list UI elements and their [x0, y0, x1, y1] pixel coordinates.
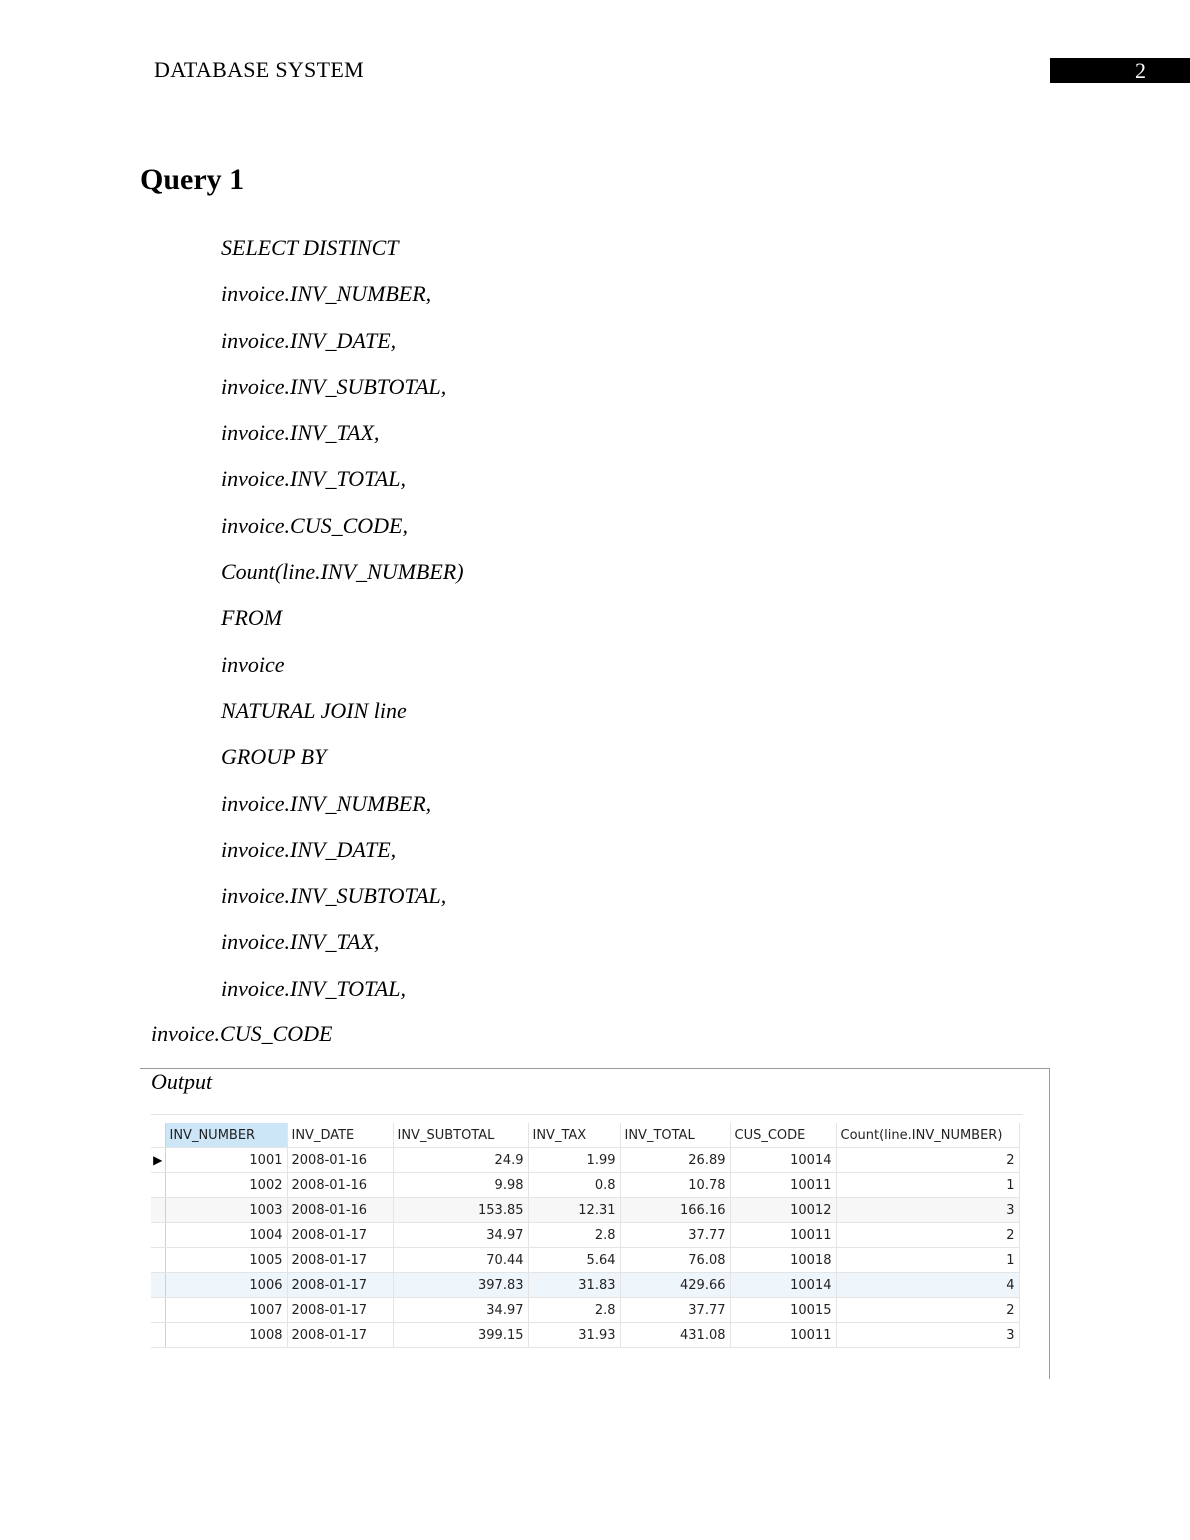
- sql-line: SELECT DISTINCT: [221, 235, 399, 260]
- table-cell[interactable]: 34.97: [393, 1298, 528, 1323]
- current-row-arrow-icon[interactable]: [151, 1148, 165, 1173]
- table-cell[interactable]: 2: [836, 1298, 1019, 1323]
- table-cell[interactable]: 10018: [730, 1248, 836, 1273]
- table-cell[interactable]: 2: [836, 1148, 1019, 1173]
- table-row[interactable]: [151, 1323, 1019, 1348]
- sql-line: invoice: [221, 651, 285, 677]
- current-row-arrow-icon: ▶: [153, 1152, 163, 1167]
- column-header[interactable]: Count(line.INV_NUMBER): [836, 1123, 1019, 1148]
- table-cell[interactable]: 2.8: [528, 1298, 620, 1323]
- table-cell[interactable]: 9.98: [393, 1173, 528, 1198]
- table-cell[interactable]: 429.66: [620, 1273, 730, 1298]
- table-cell[interactable]: 1005: [165, 1248, 287, 1273]
- table-cell[interactable]: 10015: [730, 1298, 836, 1323]
- sql-line: invoice.INV_TOTAL,: [221, 975, 406, 1001]
- table-cell[interactable]: 24.9: [393, 1148, 528, 1173]
- sql-line: invoice.INV_DATE,: [221, 836, 397, 862]
- row-indicator[interactable]: [151, 1223, 165, 1248]
- table-cell[interactable]: 397.83: [393, 1273, 528, 1298]
- sql-line: Count(line.INV_NUMBER): [221, 559, 464, 585]
- row-indicator-header: [151, 1123, 165, 1148]
- sql-line: invoice.INV_TOTAL,: [221, 466, 406, 492]
- table-cell[interactable]: 2008-01-17: [287, 1323, 393, 1348]
- page-number-box: [1050, 58, 1190, 83]
- sql-line: GROUP BY: [221, 744, 327, 770]
- table-cell[interactable]: 5.64: [528, 1248, 620, 1273]
- table-cell[interactable]: 3: [836, 1198, 1019, 1223]
- column-header[interactable]: INV_NUMBER: [165, 1123, 287, 1148]
- table-row[interactable]: [151, 1298, 1019, 1323]
- row-indicator[interactable]: [151, 1198, 165, 1223]
- table-cell[interactable]: 2008-01-16: [287, 1198, 393, 1223]
- table-cell[interactable]: 26.89: [620, 1148, 730, 1173]
- table-cell[interactable]: 1001: [165, 1148, 287, 1173]
- table-cell[interactable]: 34.97: [393, 1223, 528, 1248]
- table-cell[interactable]: 10012: [730, 1198, 836, 1223]
- table-cell[interactable]: 0.8: [528, 1173, 620, 1198]
- column-header[interactable]: INV_TAX: [528, 1123, 620, 1148]
- grid-top-border: [151, 1114, 1023, 1123]
- table-cell[interactable]: 37.77: [620, 1298, 730, 1323]
- table-cell[interactable]: 10011: [730, 1223, 836, 1248]
- table-cell[interactable]: 166.16: [620, 1198, 730, 1223]
- table-cell[interactable]: 31.93: [528, 1323, 620, 1348]
- table-cell[interactable]: 1.99: [528, 1148, 620, 1173]
- sql-last-line: invoice.CUS_CODE: [151, 1021, 333, 1046]
- table-cell[interactable]: 399.15: [393, 1323, 528, 1348]
- table-cell[interactable]: 1006: [165, 1273, 287, 1298]
- table-cell[interactable]: 4: [836, 1273, 1019, 1298]
- table-cell[interactable]: 3: [836, 1323, 1019, 1348]
- table-cell[interactable]: 31.83: [528, 1273, 620, 1298]
- table-cell[interactable]: 10014: [730, 1273, 836, 1298]
- sql-code-block: [221, 233, 464, 1020]
- sql-line: invoice.INV_SUBTOTAL,: [221, 883, 447, 909]
- row-indicator[interactable]: [151, 1298, 165, 1323]
- table-cell[interactable]: 2: [836, 1223, 1019, 1248]
- table-row[interactable]: [151, 1273, 1019, 1298]
- column-header[interactable]: INV_SUBTOTAL: [393, 1123, 528, 1148]
- table-cell[interactable]: 1003: [165, 1198, 287, 1223]
- table-cell[interactable]: 1: [836, 1248, 1019, 1273]
- table-cell[interactable]: 431.08: [620, 1323, 730, 1348]
- table-cell[interactable]: 10011: [730, 1173, 836, 1198]
- table-cell[interactable]: 1007: [165, 1298, 287, 1323]
- table-cell[interactable]: 2008-01-17: [287, 1223, 393, 1248]
- column-header[interactable]: INV_TOTAL: [620, 1123, 730, 1148]
- table-cell[interactable]: 1002: [165, 1173, 287, 1198]
- table-cell[interactable]: 1004: [165, 1223, 287, 1248]
- table-row[interactable]: [151, 1198, 1019, 1223]
- column-header[interactable]: CUS_CODE: [730, 1123, 836, 1148]
- running-head-title: DATABASE SYSTEM: [154, 57, 364, 82]
- table-cell[interactable]: 153.85: [393, 1198, 528, 1223]
- table-row[interactable]: [151, 1248, 1019, 1273]
- table-cell[interactable]: 12.31: [528, 1198, 620, 1223]
- table-cell[interactable]: 1008: [165, 1323, 287, 1348]
- table-row[interactable]: [151, 1173, 1019, 1198]
- sql-line: invoice.INV_NUMBER,: [221, 281, 432, 307]
- result-table: [151, 1123, 1020, 1348]
- table-cell[interactable]: 10.78: [620, 1173, 730, 1198]
- table-cell[interactable]: 2008-01-16: [287, 1148, 393, 1173]
- row-indicator[interactable]: [151, 1248, 165, 1273]
- table-cell[interactable]: 1: [836, 1173, 1019, 1198]
- query-title: Query 1: [140, 163, 245, 196]
- output-label: Output: [151, 1069, 213, 1094]
- sql-line: FROM: [221, 605, 283, 631]
- table-cell[interactable]: 2.8: [528, 1223, 620, 1248]
- sql-line: invoice.INV_NUMBER,: [221, 790, 432, 816]
- sql-line: invoice.CUS_CODE,: [221, 512, 408, 538]
- table-cell[interactable]: 2008-01-17: [287, 1273, 393, 1298]
- table-cell[interactable]: 2008-01-17: [287, 1298, 393, 1323]
- table-cell[interactable]: 2008-01-17: [287, 1248, 393, 1273]
- sql-line: invoice.INV_SUBTOTAL,: [221, 373, 447, 399]
- row-indicator[interactable]: [151, 1323, 165, 1348]
- table-cell[interactable]: 10014: [730, 1148, 836, 1173]
- row-indicator[interactable]: [151, 1173, 165, 1198]
- table-header-row: [151, 1123, 1019, 1148]
- sql-line: invoice.INV_DATE,: [221, 327, 397, 353]
- table-row[interactable]: [151, 1148, 1019, 1173]
- column-header[interactable]: INV_DATE: [287, 1123, 393, 1148]
- table-cell[interactable]: 70.44: [393, 1248, 528, 1273]
- row-indicator[interactable]: [151, 1273, 165, 1298]
- table-cell[interactable]: 76.08: [620, 1248, 730, 1273]
- table-cell[interactable]: 37.77: [620, 1223, 730, 1248]
- table-row[interactable]: [151, 1223, 1019, 1248]
- table-cell[interactable]: 10011: [730, 1323, 836, 1348]
- sql-line: invoice.INV_TAX,: [221, 929, 380, 955]
- sql-line: NATURAL JOIN line: [221, 697, 407, 723]
- page-number: 2: [1135, 58, 1146, 83]
- table-cell[interactable]: 2008-01-16: [287, 1173, 393, 1198]
- sql-line: invoice.INV_TAX,: [221, 420, 380, 446]
- result-grid: [151, 1114, 1023, 1348]
